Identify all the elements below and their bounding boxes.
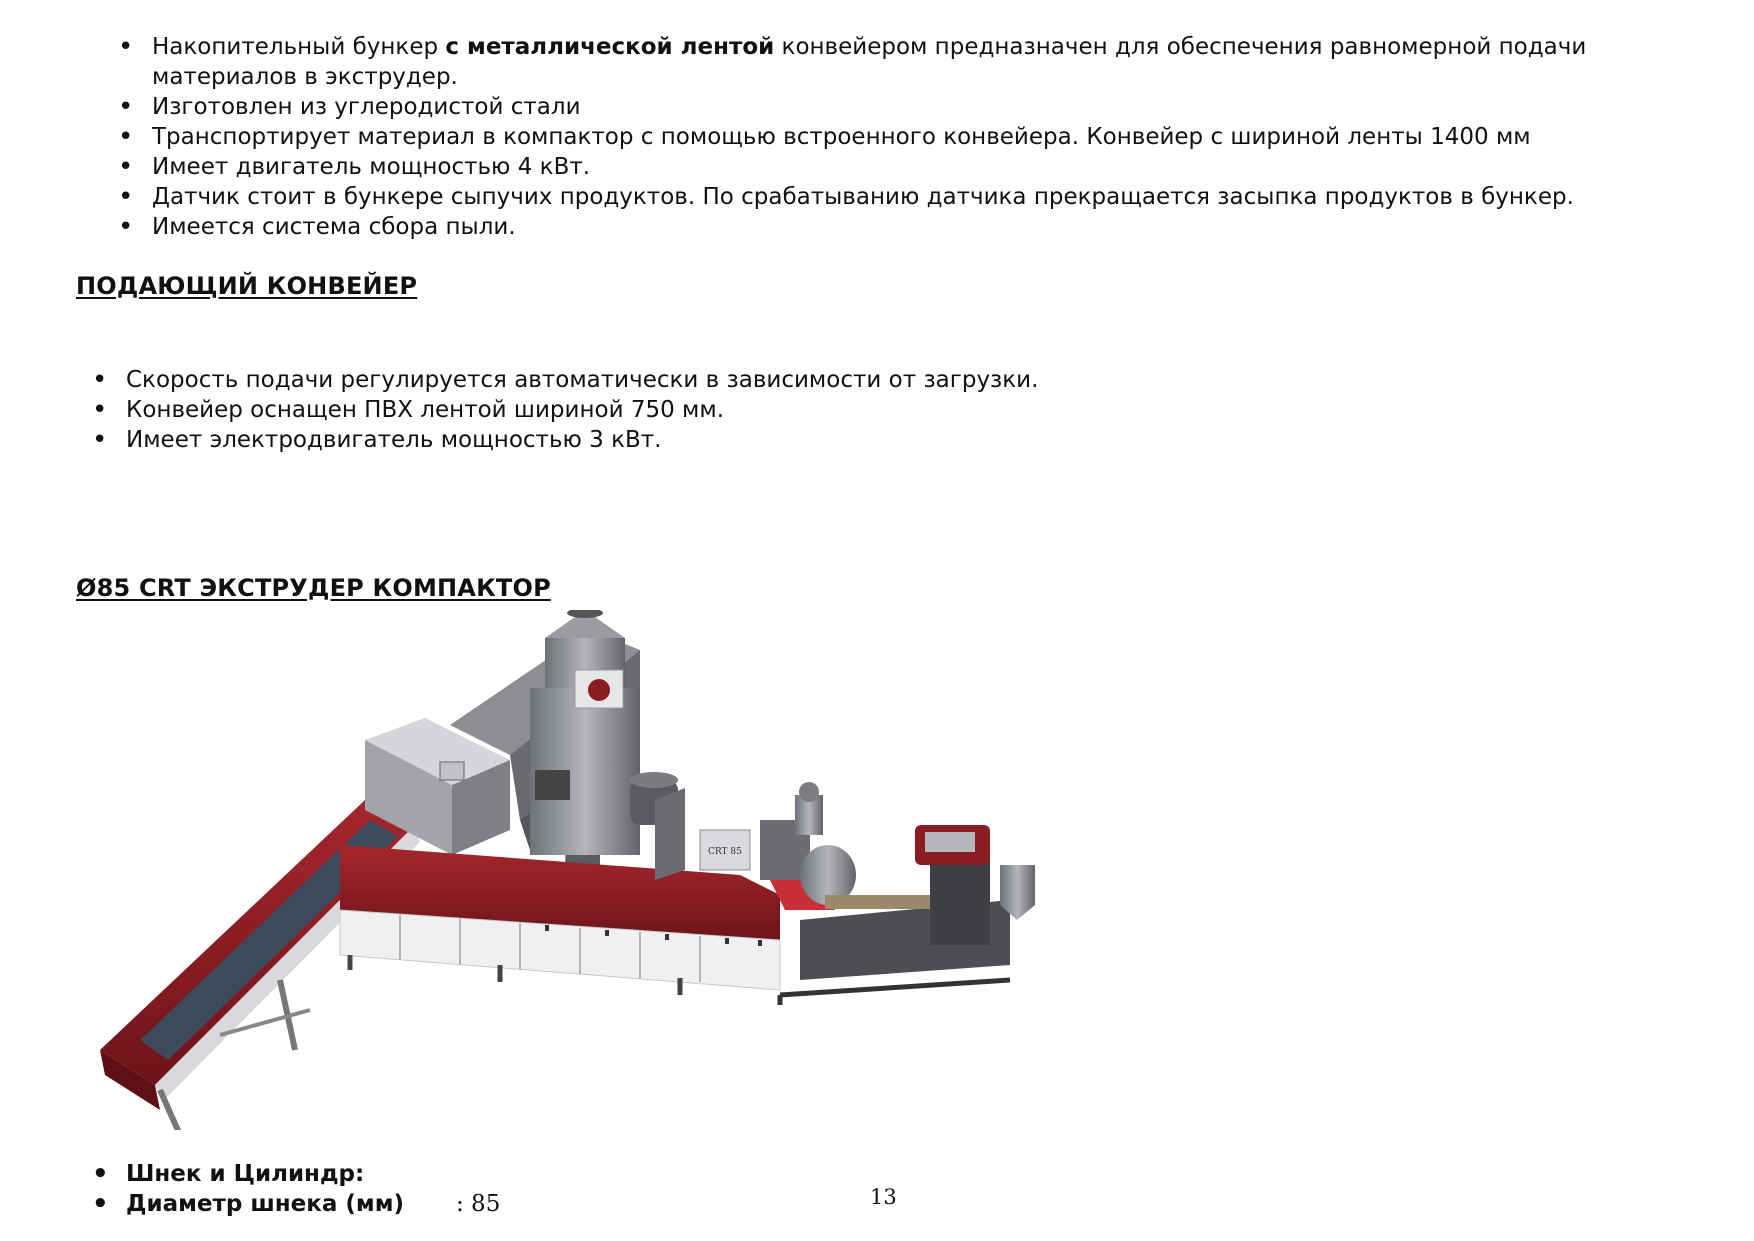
list-item: • Скорость подачи регулируется автоматически в зависимости от загрузки. <box>126 365 1526 395</box>
feed-conveyor-bullet-list <box>126 365 1526 455</box>
extruder-heading: Ø85 CRT ЭКСТРУДЕР КОМПАКТОР <box>76 574 551 602</box>
hopper-bullet-list <box>152 32 1712 242</box>
list-item: • Транспортирует материал в компактор с помощью встроенного конвейера. Конвейер с шириной ленты 1400 мм <box>152 122 1712 152</box>
screen-changer <box>760 782 856 910</box>
gearbox <box>655 788 750 880</box>
list-item <box>126 1159 726 1189</box>
list-item: • Имеется система сбора пыли. <box>152 212 1712 242</box>
extruder-compactor-illustration <box>80 610 1190 1130</box>
spec-label: Диаметр шнека (мм) <box>126 1191 404 1217</box>
list-item: • Имеет двигатель мощностью 4 кВт. <box>152 152 1712 182</box>
svg-text:CRT 85: CRT 85 <box>708 847 742 857</box>
feed-conveyor-heading: ПОДАЮЩИЙ КОНВЕЙЕР <box>76 272 418 300</box>
spec-value: : 85 <box>456 1191 501 1217</box>
list-item: • Имеет электродвигатель мощностью 3 кВт. <box>126 425 1526 455</box>
extruder-spec-list <box>126 1159 726 1219</box>
list-item: • Накопительный бункер с металлической лентой конвейером предназначен для обеспечения равномерной подачи материалов в экструдер. <box>152 32 1712 92</box>
list-item <box>126 1189 726 1219</box>
list-item: • Конвейер оснащен ПВХ лентой шириной 750 мм. <box>126 395 1526 425</box>
page-number: 13 <box>870 1185 897 1209</box>
list-item: • Датчик стоит в бункере сыпучих продуктов. По срабатыванию датчика прекращается засыпка продуктов в бункер. <box>152 182 1712 212</box>
spec-label: Шнек и Цилиндр: <box>126 1161 365 1187</box>
list-item: • Изготовлен из углеродистой стали <box>152 92 1712 122</box>
